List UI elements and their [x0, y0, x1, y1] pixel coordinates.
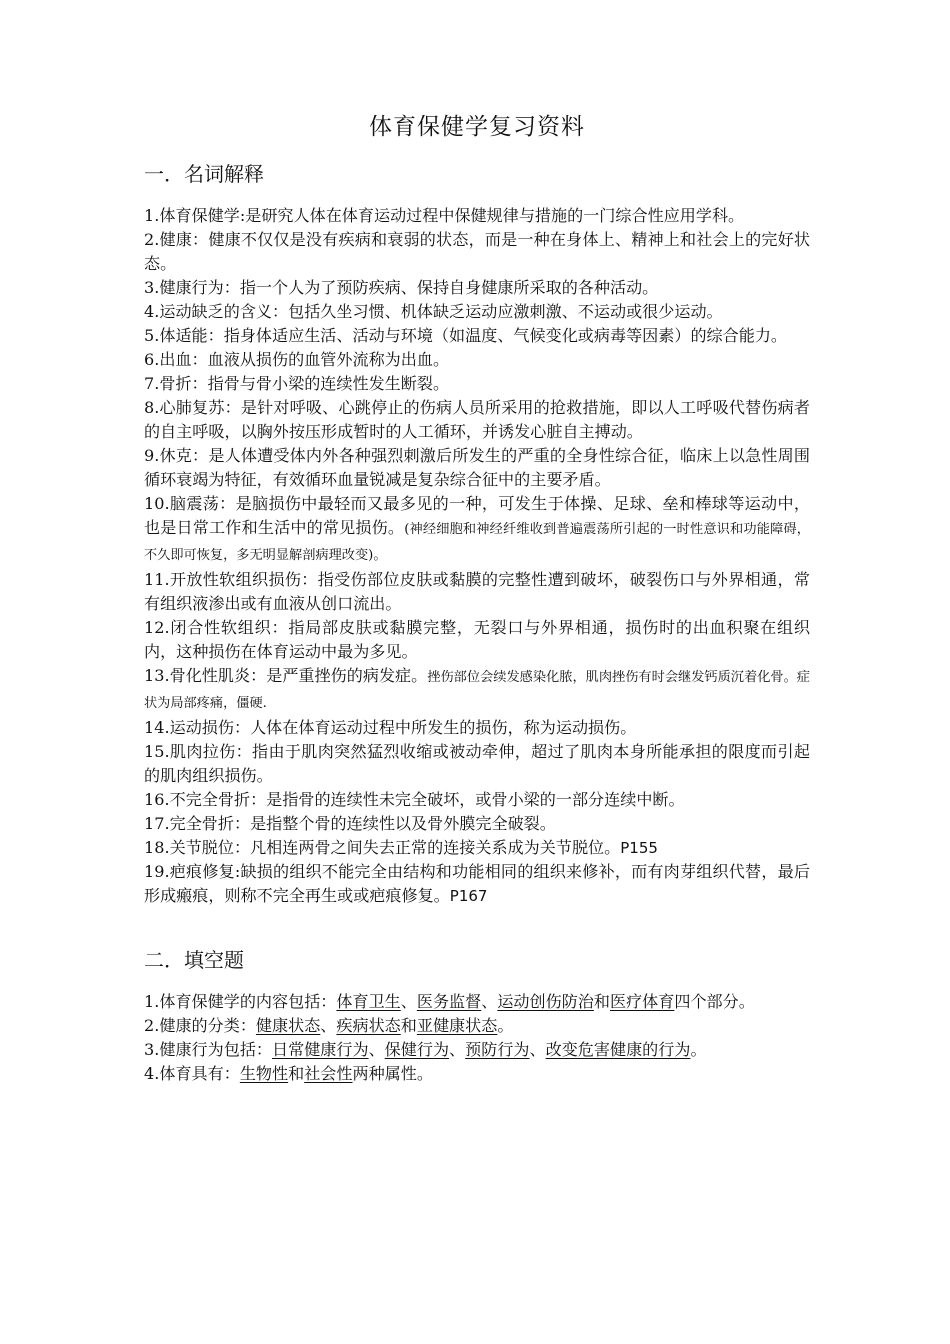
definition-item: [144, 812, 810, 836]
blank-answer: 医务监督: [416, 992, 482, 1011]
blank-answer: 亚健康状态: [416, 1016, 498, 1035]
blank-answer: 医疗体育: [609, 992, 675, 1011]
definition-item: [144, 348, 810, 372]
definition-text: 9.休克：是人体遭受体内外各种强烈刺激后所发生的严重的全身性综合征，临床上以急性周围循环衰竭为特征，有效循环血量锐减是复杂综合征中的主要矛盾。: [144, 446, 810, 489]
question-text: 和: [593, 992, 610, 1011]
question-text: 。: [690, 1040, 707, 1059]
definition-item: [144, 372, 810, 396]
definition-item: [144, 204, 810, 228]
definition-item: [144, 324, 810, 348]
page-reference: P155: [620, 839, 658, 857]
question-text: 、: [529, 1040, 546, 1059]
definition-text: 1.体育保健学:是研究人体在体育运动过程中保健规律与措施的一门综合性应用学科。: [144, 206, 745, 225]
blank-answer: 生物性: [239, 1064, 289, 1083]
blank-answer: 疾病状态: [336, 1016, 401, 1035]
question-text: 、: [449, 1040, 466, 1059]
definition-item: [144, 788, 810, 812]
definition-item: [144, 836, 810, 860]
definition-text: 14.运动损伤：人体在体育运动过程中所发生的损伤，称为运动损伤。: [144, 718, 637, 737]
definition-item: [144, 492, 810, 568]
definition-text: 17.完全骨折：是指整个骨的连续性以及骨外膜完全破裂。: [144, 814, 556, 833]
blank-answer: 社会性: [304, 1064, 353, 1083]
definition-text: 4.运动缺乏的含义：包括久坐习惯、机体缺乏运动应激刺激、不运动或很少运动。: [144, 302, 723, 321]
definition-text: 16.不完全骨折：是指骨的连续性未完全破坏，或骨小梁的一部分连续中断。: [144, 790, 685, 809]
document-page: [144, 112, 810, 1086]
question-text: 、: [400, 992, 417, 1011]
page-reference: P167: [449, 887, 488, 905]
question-text: 1.体育保健学的内容包括：: [144, 992, 337, 1011]
definition-item: [144, 396, 810, 444]
definition-note: (神经细胞和神经纤维收到普遍震荡所引起的一时性意识和功能障碍，不久即可恢复，多无明显解剖病理改变)。: [144, 522, 810, 563]
definition-text: 6.出血：血液从损伤的血管外流称为出血。: [144, 350, 450, 369]
blank-answer: 预防行为: [465, 1040, 530, 1059]
definition-text: 8.心肺复苏：是针对呼吸、心跳停止的伤病人员所采用的抢救措施，即以人工呼吸代替伤病者的自主呼吸，以胸外按压形成暂时的人工循环，并诱发心脏自主搏动。: [144, 398, 810, 441]
definition-text: 3.健康行为：指一个人为了预防疾病、保持自身健康所采取的各种活动。: [144, 278, 659, 297]
definition-text: 13.骨化性肌炎：是严重挫伤的病发症。: [144, 666, 428, 685]
question-text: 四个部分。: [674, 992, 755, 1011]
fill-blank-item: [144, 1038, 810, 1062]
definition-text: 18.关节脱位：凡相连两骨之间失去正常的连接关系成为关节脱位。: [144, 838, 621, 857]
definition-text: 7.骨折：指骨与骨小梁的连续性发生断裂。: [144, 374, 450, 393]
document-title: 体育保健学复习资料: [369, 114, 585, 140]
fill-blank-item: [144, 990, 810, 1014]
section-heading-fill-blanks: 二．填空题: [144, 948, 244, 972]
definition-item: [144, 444, 810, 492]
definition-note: 挫伤部位会续发感染化脓，肌肉挫伤有时会继发钙质沉着化骨。症状为局部疼痛，僵硬.: [144, 670, 810, 711]
blank-answer: 日常健康行为: [272, 1040, 369, 1059]
definition-text: 12.闭合性软组织：指局部皮肤或黏膜完整，无裂口与外界相通，损伤时的出血积聚在组织内，这种损伤在体育运动中最为多见。: [144, 618, 810, 661]
question-text: 2.健康的分类：: [144, 1016, 256, 1035]
blank-answer: 保健行为: [384, 1040, 450, 1059]
definition-text: 15.肌肉拉伤：指由于肌肉突然猛烈收缩或被动牵伸，超过了肌肉本身所能承担的限度而引起的肌肉组织损伤。: [144, 742, 810, 785]
definitions-list: [144, 204, 810, 908]
fill-blank-item: [144, 1062, 810, 1086]
blank-answer: 体育卫生: [336, 992, 401, 1011]
question-text: 4.体育具有：: [144, 1064, 240, 1083]
fill-blanks-list: [144, 990, 810, 1086]
question-text: 和: [288, 1064, 305, 1083]
definition-item: [144, 664, 810, 716]
question-text: 。: [497, 1016, 514, 1035]
fill-blank-item: [144, 1014, 810, 1038]
question-text: 、: [368, 1040, 385, 1059]
question-text: 、: [481, 992, 498, 1011]
blank-answer: 健康状态: [255, 1016, 321, 1035]
question-text: 、: [320, 1016, 337, 1035]
definition-item: [144, 716, 810, 740]
definition-item: [144, 228, 810, 276]
definition-item: [144, 276, 810, 300]
definition-text: 10.脑震荡：是脑损伤中最轻而又最多见的一种，可发生于体操、足球、垒和棒球等运动中，也是日常工作和生活中的常见损伤。: [144, 494, 810, 537]
definition-item: [144, 616, 810, 664]
definition-item: [144, 860, 810, 908]
question-text: 和: [400, 1016, 417, 1035]
section-heading-definitions: 一．名词解释: [144, 162, 264, 186]
definition-text: 19.疤痕修复:缺损的组织不能完全由结构和功能相同的组织来修补，而有肉芽组织代替，最后形成瘢痕，则称不完全再生或或疤痕修复。: [144, 862, 810, 905]
definition-text: 11.开放性软组织损伤：指受伤部位皮肤或黏膜的完整性遭到破坏，破裂伤口与外界相通，常有组织液渗出或有血液从创口流出。: [144, 570, 810, 613]
definition-text: 5.体适能：指身体适应生活、活动与环境（如温度、气候变化或病毒等因素）的综合能力。: [144, 326, 788, 345]
blank-answer: 改变危害健康的行为: [545, 1040, 691, 1059]
definition-text: 2.健康：健康不仅仅是没有疾病和衰弱的状态，而是一种在身体上、精神上和社会上的完好状态。: [144, 230, 810, 273]
blank-answer: 运动创伤防治: [497, 992, 594, 1011]
question-text: 两种属性。: [352, 1064, 433, 1083]
definition-item: [144, 300, 810, 324]
definition-item: [144, 740, 810, 788]
question-text: 3.健康行为包括：: [144, 1040, 273, 1059]
definition-item: [144, 568, 810, 616]
